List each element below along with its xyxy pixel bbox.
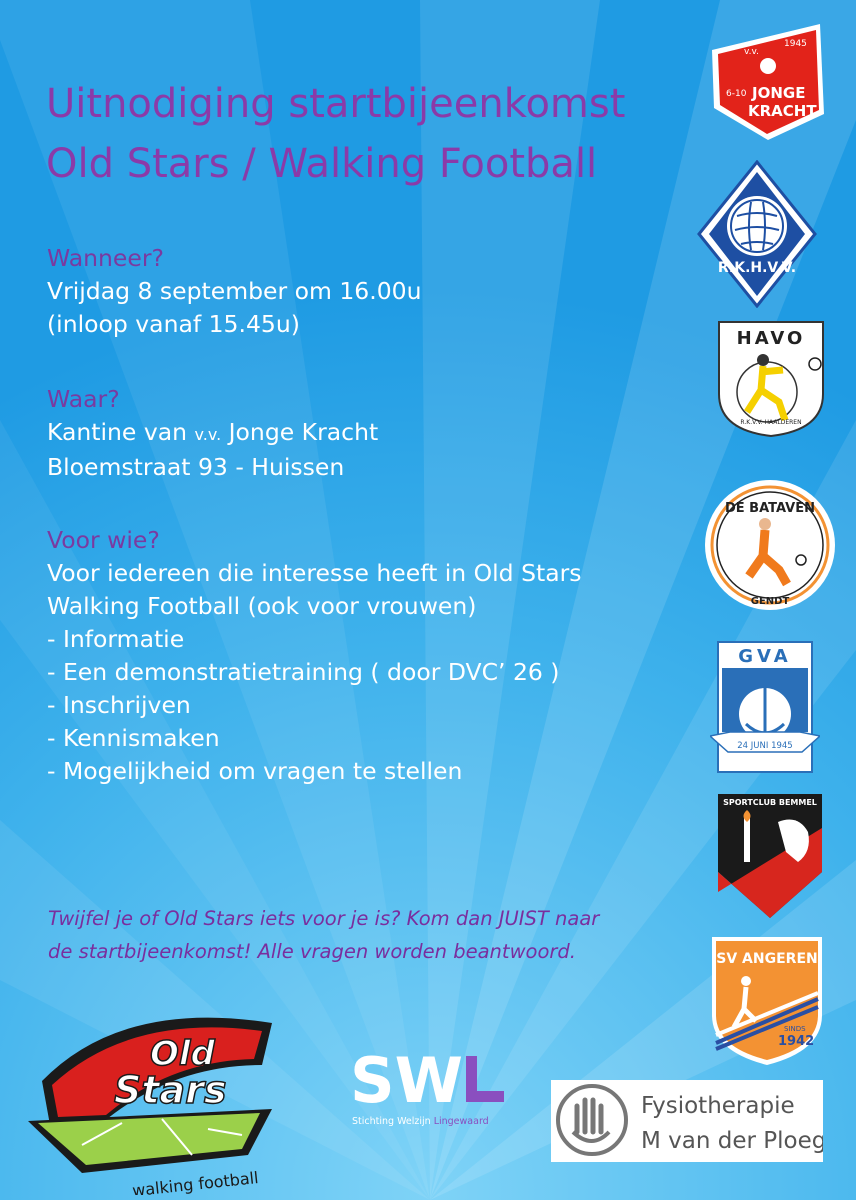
page-title xyxy=(46,74,625,194)
agenda-item: - Kennismaken xyxy=(47,724,220,752)
jonge-kracht-name-2: KRACHT xyxy=(748,102,817,120)
where-address: Bloemstraat 93 - Huissen xyxy=(47,453,345,481)
bataven-bottom: GENDT xyxy=(750,596,790,607)
swl-letters: SW xyxy=(350,1044,464,1117)
agenda-item: - Een demonstratietraining ( door DVC’ 26 ) xyxy=(47,658,560,686)
swl-subtitle xyxy=(352,1116,489,1127)
gva-logo xyxy=(710,640,820,779)
rkhvv-logo xyxy=(697,160,817,312)
rkhvv-text: R.K.H.V.V. xyxy=(717,260,797,276)
where-venue-club: Jonge Kracht xyxy=(221,418,379,446)
gva-date: 24 JUNI 1945 xyxy=(737,741,793,751)
closing-note xyxy=(48,902,708,968)
where-venue-vv: v.v. xyxy=(194,425,222,444)
where-section xyxy=(47,383,378,484)
bataven-top: DE BATAVEN xyxy=(724,501,816,516)
jonge-kracht-date: 6-10 xyxy=(726,89,747,99)
agenda-item: - Informatie xyxy=(47,625,185,653)
angeren-year: 1942 xyxy=(778,1034,815,1049)
bemmel-logo xyxy=(716,792,824,924)
fysio-logo xyxy=(551,1080,823,1166)
when-heading: Wanneer? xyxy=(47,244,164,272)
swl-sub-welzijn: Stichting Welzijn xyxy=(352,1116,434,1127)
for-whom-section xyxy=(47,524,582,788)
bataven-logo xyxy=(703,478,837,616)
swl-logo xyxy=(350,1040,520,1139)
old-stars-word-old: Old xyxy=(150,1034,215,1074)
jonge-kracht-logo xyxy=(708,22,826,146)
angeren-logo xyxy=(710,935,824,1071)
havo-name: HAVO xyxy=(736,328,806,349)
angeren-sinds: SINDS xyxy=(784,1025,806,1033)
where-venue xyxy=(47,416,378,451)
agenda-item: - Mogelijkheid om vragen te stellen xyxy=(47,757,463,785)
swl-sub-lingewaard: Lingewaard xyxy=(433,1116,489,1127)
fysio-owner: M van der Ploeg xyxy=(641,1128,823,1154)
for-whom-line-1: Voor iedereen die interesse heeft in Old Stars xyxy=(47,559,582,587)
for-whom-line-2: Walking Football (ook voor vrouwen) xyxy=(47,592,477,620)
where-venue-pre: Kantine van xyxy=(47,418,195,446)
old-stars-word-stars: Stars xyxy=(114,1068,227,1112)
when-walk-in: (inloop vanaf 15.45u) xyxy=(47,310,300,338)
jonge-kracht-name-1: JONGE xyxy=(752,84,806,102)
jonge-kracht-vv: v.v. xyxy=(744,47,759,57)
bemmel-name: SPORTCLUB BEMMEL xyxy=(723,798,817,807)
when-date: Vrijdag 8 september om 16.00u xyxy=(47,277,422,305)
angeren-name: SV ANGEREN xyxy=(716,951,818,967)
old-stars-tagline: walking football xyxy=(131,1168,260,1195)
title-line-1: Uitnodiging startbijeenkomst xyxy=(46,81,626,127)
agenda-item: - Inschrijven xyxy=(47,691,191,719)
old-stars-logo xyxy=(22,1005,292,1199)
closing-line-2: de startbijeenkomst! Alle vragen worden beantwoord. xyxy=(48,940,576,963)
when-section xyxy=(47,242,422,341)
where-heading: Waar? xyxy=(47,385,120,413)
havo-logo xyxy=(717,320,825,442)
havo-sub: R.K.V.V. HAALDEREN xyxy=(740,419,802,426)
closing-line-1: Twijfel je of Old Stars iets voor je is? Kom dan JUIST naar xyxy=(48,907,600,930)
fysio-name: Fysiotherapie xyxy=(641,1093,795,1119)
gva-name: GVA xyxy=(738,646,792,667)
jonge-kracht-year: 1945 xyxy=(784,39,807,49)
for-whom-heading: Voor wie? xyxy=(47,526,160,554)
title-line-2: Old Stars / Walking Football xyxy=(46,141,598,187)
